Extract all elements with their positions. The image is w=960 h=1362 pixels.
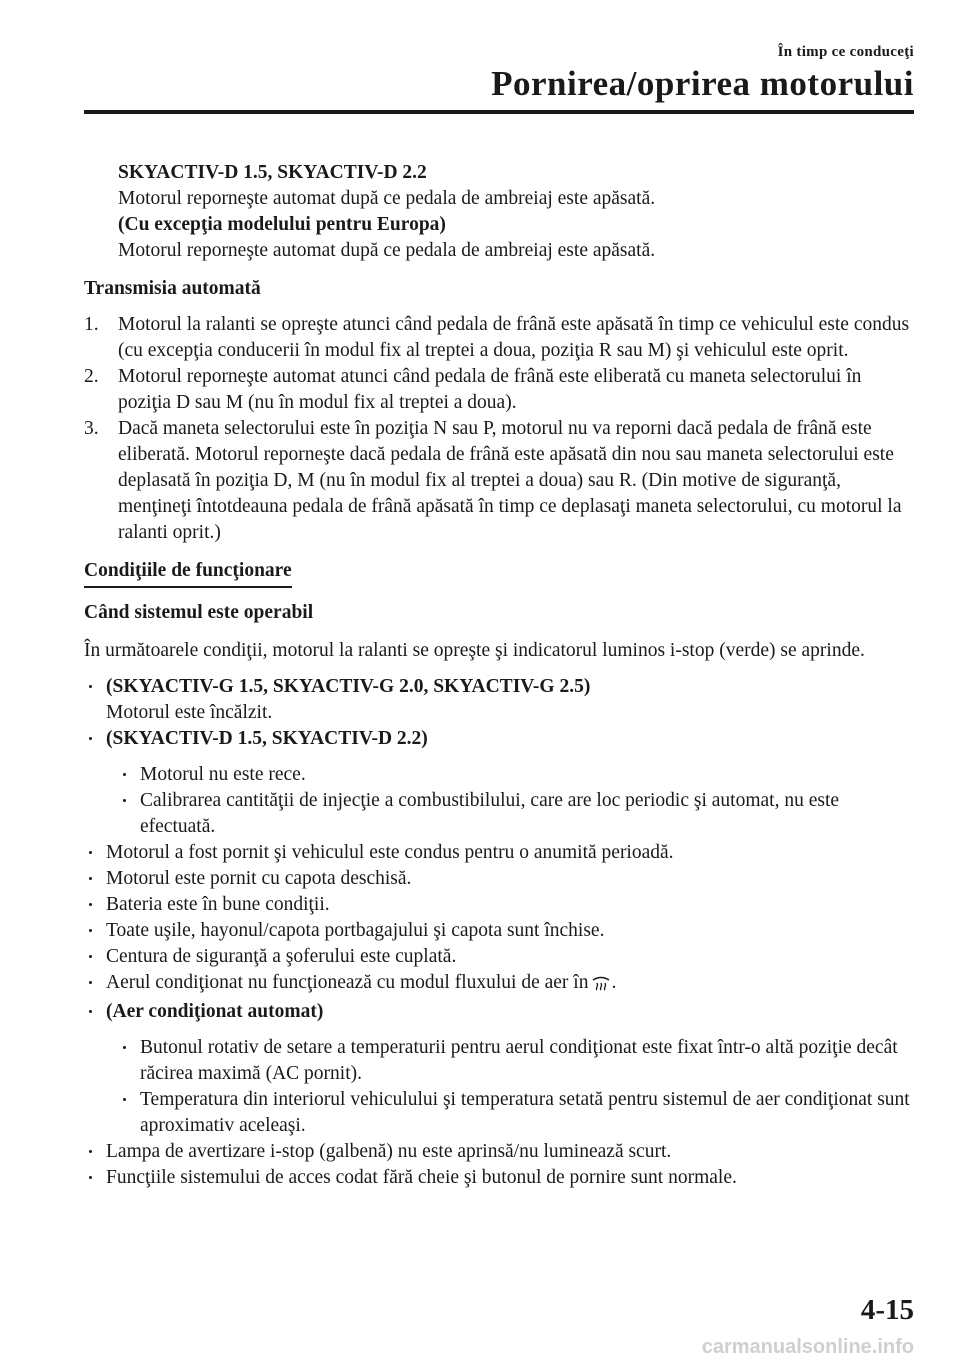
conditions-intro: În următoarele condiţii, motorul la ralanti se opreşte şi indicatorul luminos i-stop (verde) se aprinde. bbox=[84, 640, 865, 661]
bullet-title: (SKYACTIV-G 1.5, SKYACTIV-G 2.0, SKYACTIV-G 2.5) bbox=[106, 676, 591, 697]
bullet-dot bbox=[89, 1010, 92, 1013]
bullet-dot bbox=[123, 799, 126, 802]
intro-text-2: Motorul reporneşte automat după ce pedala de ambreiaj este apăsată. bbox=[118, 240, 656, 261]
windshield-defrost-icon bbox=[591, 973, 611, 999]
bullet-dot bbox=[89, 955, 92, 958]
item-text: Motorul la ralanti se opreşte atunci când pedala de frână este apăsată în timp ce vehiculul este condus (cu excepţia conducerii în modul fix al treptei a doua, poziţia R sau M) şi vehiculul este oprit. bbox=[118, 314, 910, 361]
bullet-dot bbox=[89, 685, 92, 688]
page-content bbox=[84, 160, 916, 1191]
bullet-item: Aerul condiţionat nu funcţionează cu modul fluxului de aer în . bbox=[84, 970, 916, 999]
item-text: Motorul reporneşte automat atunci când pedala de frână este eliberată cu maneta selectorului în poziţia D sau M (nu în modul fix al treptei a doua). bbox=[118, 366, 862, 413]
bullet-title: (SKYACTIV-D 1.5, SKYACTIV-D 2.2) bbox=[106, 728, 428, 749]
chapter-subtitle: În timp ce conduceţi bbox=[777, 44, 914, 60]
item-number: 3. bbox=[84, 418, 99, 439]
item-number: 1. bbox=[84, 314, 99, 335]
sub-bullet-item: Motorul nu este rece. bbox=[84, 762, 916, 788]
bullet-item: Lampa de avertizare i-stop (galbenă) nu este aprinsă/nu luminează scurt. bbox=[84, 1139, 916, 1165]
bullet-item bbox=[84, 726, 916, 752]
section-head-row bbox=[84, 558, 916, 588]
bullet-dot bbox=[123, 773, 126, 776]
watermark: carmanualsonline.info bbox=[701, 1336, 914, 1358]
bullet-dot bbox=[89, 877, 92, 880]
automatic-heading: Transmisia automată bbox=[84, 278, 261, 299]
sub-bullet-item: Butonul rotativ de setare a temperaturii pentru aerul condiţionat este fixat într-o altă poziţie decât răcirea maximă (AC pornit). bbox=[84, 1035, 916, 1087]
bullet-dot bbox=[123, 1098, 126, 1101]
item-text: Dacă maneta selectorului este în poziţia N sau P, motorul nu va reporni dacă pedala de frână este eliberată. Motorul reporneşte dacă pedala de frână este apăsată din nou sau maneta selectorului este deplasată în poziţia D, M (nu în modul fix al treptei a doua) sau R. (Din motive de siguranţă, menţineţi întotdeauna pedala de frână apăsată în timp ce deplasaţi maneta selectorului, cu motorul la ralanti oprit.) bbox=[118, 418, 902, 543]
numbered-item bbox=[84, 312, 916, 364]
bullet-dot bbox=[89, 981, 92, 984]
bullet-dot bbox=[123, 1046, 126, 1049]
item-number: 2. bbox=[84, 366, 99, 387]
numbered-item bbox=[84, 416, 916, 546]
bullet-item: Bateria este în bune condiţii. bbox=[84, 892, 916, 918]
bullet-dot bbox=[89, 851, 92, 854]
operable-subheading: Când sistemul este operabil bbox=[84, 602, 314, 623]
bullet-title: (Aer condiţionat automat) bbox=[106, 1001, 324, 1022]
header-rule bbox=[84, 110, 914, 114]
bullet-item: Funcţiile sistemului de acces codat fără cheie şi butonul de pornire sunt normale. bbox=[84, 1165, 916, 1191]
bullet-item bbox=[84, 674, 916, 726]
bullet-item bbox=[84, 999, 916, 1025]
sub-bullet-item: Calibrarea cantităţii de injecţie a combustibilului, care are loc periodic şi automat, nu este efectuată. bbox=[84, 788, 916, 840]
sub-bullet-item: Temperatura din interiorul vehiculului şi temperatura setată pentru sistemul de aer condiţionat sunt aproximativ aceleaşi. bbox=[84, 1087, 916, 1139]
bullet-text: Motorul este încălzit. bbox=[106, 702, 273, 723]
bullet-item: Motorul a fost pornit şi vehiculul este condus pentru o anumită perioadă. bbox=[84, 840, 916, 866]
bullet-dot bbox=[89, 1176, 92, 1179]
page-number: 4-15 bbox=[860, 1294, 914, 1326]
intro-text-1: Motorul reporneşte automat după ce pedala de ambreiaj este apăsată. bbox=[118, 188, 656, 209]
bullet-dot bbox=[89, 929, 92, 932]
bullet-dot bbox=[89, 737, 92, 740]
bullet-item: Motorul este pornit cu capota deschisă. bbox=[84, 866, 916, 892]
bullet-dot bbox=[89, 903, 92, 906]
exception-line: (Cu excepţia modelului pentru Europa) bbox=[118, 214, 446, 235]
section-title: Condiţiile de funcţionare bbox=[84, 558, 292, 588]
bullet-item: Toate uşile, hayonul/capota portbagajului şi capota sunt închise. bbox=[84, 918, 916, 944]
bullet-dot bbox=[89, 1150, 92, 1153]
bullet-item: Centura de siguranţă a şoferului este cuplată. bbox=[84, 944, 916, 970]
numbered-item bbox=[84, 364, 916, 416]
model-line: SKYACTIV-D 1.5, SKYACTIV-D 2.2 bbox=[118, 162, 427, 183]
page-title: Pornirea/oprirea motorului bbox=[491, 64, 914, 103]
